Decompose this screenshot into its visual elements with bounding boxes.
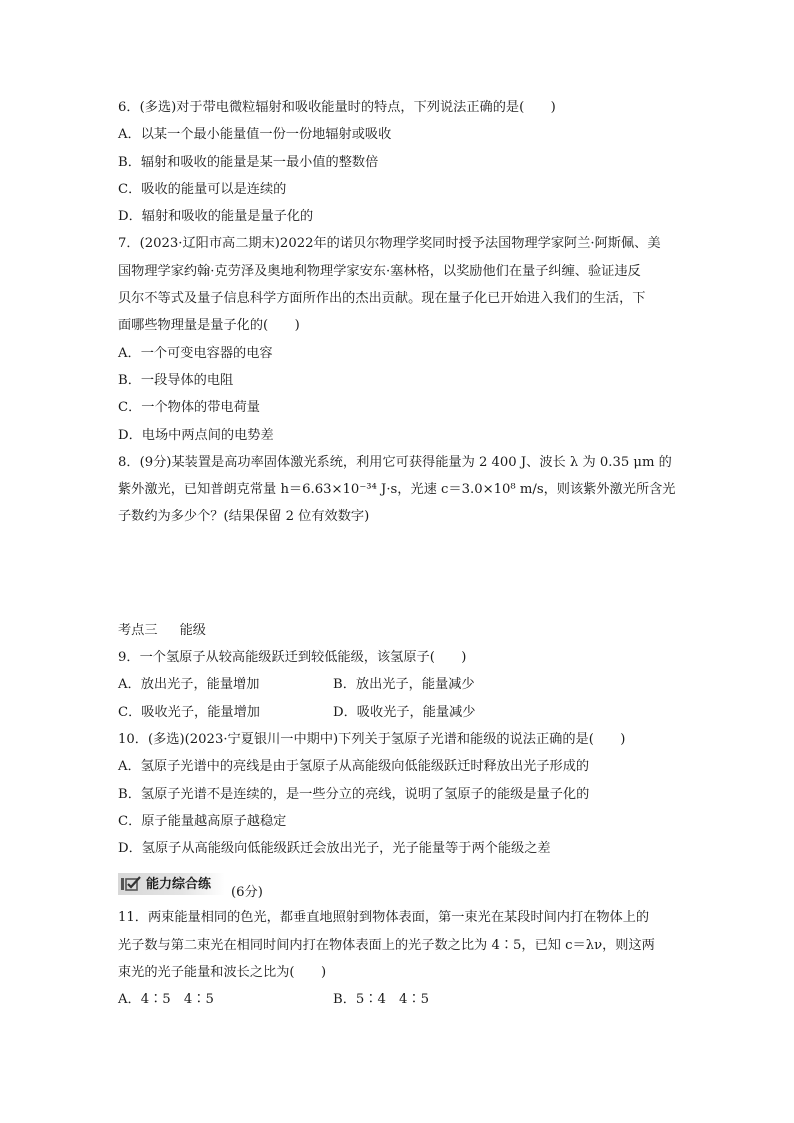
q9-options-row — [118, 699, 678, 726]
q7-option-c: C．一个物体的带电荷量 — [118, 400, 260, 416]
question-7-stem-line: 贝尔不等式及量子信息科学方面所作出的杰出贡献。现在量子化已开始进入我们的生活，下 — [118, 291, 646, 307]
section-label: 考点三 — [118, 622, 158, 638]
q9-option-a: A．放出光子，能量增加 — [118, 677, 260, 693]
q6-option-b: B．辐射和吸收的能量是某一最小值的整数倍 — [118, 154, 379, 170]
question-7-stem-line: 7．(2023·辽阳市高二期末)2022年的诺贝尔物理学奖同时授予法国物理学家阿兰·阿斯佩、美 — [118, 236, 661, 252]
q11-option-a: A．4∶5 4∶5 — [118, 992, 214, 1008]
section-title: 能级 — [179, 622, 206, 638]
question-9-stem: 9．一个氢原子从较高能级跃迁到较低能级，该氢原子( ) — [118, 650, 467, 666]
answer-space — [118, 531, 678, 617]
q7-option-b: B．一段导体的电阻 — [118, 372, 234, 388]
q10-option-c: C．原子能量越高原子越稳定 — [118, 813, 287, 829]
q9-option-c: C．吸收光子，能量增加 — [118, 704, 260, 720]
q10-option-d: D．氢原子从高能级向低能级跃迁会放出光子，光子能量等于两个能级之差 — [118, 841, 551, 857]
section-heading — [118, 617, 678, 644]
question-8-stem-line: 紫外激光，已知普朗克常量 h＝6.63×10⁻³⁴ J·s，光速 c＝3.0×10⁸ m/s，则该紫外激光所含光 — [118, 482, 676, 498]
question-9 — [118, 644, 678, 726]
banner-title: 能力综合练 — [146, 876, 212, 892]
question-6 — [118, 94, 678, 230]
q9-option-d: D．吸收光子，能量减少 — [333, 704, 476, 720]
question-7 — [118, 230, 678, 448]
question-8 — [118, 449, 678, 531]
question-8-stem-line: 子数约为多少个？(结果保留 2 位有效数字) — [118, 509, 370, 525]
practice-banner — [118, 873, 225, 895]
question-11-stem-line: 11．两束能量相同的色光，都垂直地照射到物体表面，第一束光在某段时间内打在物体上的 — [118, 910, 650, 926]
q9-options-row — [118, 671, 678, 698]
q7-option-d: D．电场中两点间的电势差 — [118, 427, 274, 443]
question-11 — [118, 904, 678, 1013]
q6-option-d: D．辐射和吸收的能量是量子化的 — [118, 209, 314, 225]
question-7-stem-line: 国物理学家约翰·克劳泽及奥地利物理学家安东·塞林格，以奖励他们在量子纠缠、验证违反 — [118, 263, 641, 279]
banner-score: (6分) — [231, 884, 263, 900]
question-6-stem: 6．(多选)对于带电微粒辐射和吸收能量时的特点，下列说法正确的是( ) — [118, 100, 556, 115]
question-8-stem-line: 8．(9分)某装置是高功率固体激光系统，利用它可获得能量为 2 400 J、波长 λ 为 0.35 μm 的 — [118, 454, 672, 470]
worksheet-page — [118, 94, 678, 1014]
practice-banner-row — [118, 864, 678, 904]
q10-option-a: A．氢原子光谱中的亮线是由于氢原子从高能级向低能级跃迁时释放出光子形成的 — [118, 759, 590, 775]
question-10-stem: 10．(多选)(2023·宁夏银川一中期中)下列关于氢原子光谱和能级的说法正确的是( ) — [118, 731, 626, 747]
q11-option-b: B．5∶4 4∶5 — [333, 992, 430, 1008]
question-11-stem-line: 光子数与第二束光在相同时间内打在物体表面上的光子数之比为 4∶5，已知 c＝λν，则这两 — [118, 937, 655, 953]
q6-option-a: A．以某一个最小能量值一份一份地辐射或吸收 — [118, 127, 392, 143]
q9-option-b: B．放出光子，能量减少 — [333, 677, 475, 693]
q10-option-b: B．氢原子光谱不是连续的，是一些分立的亮线，说明了氢原子的能级是量子化的 — [118, 786, 590, 802]
q6-option-c: C．吸收的能量可以是连续的 — [118, 181, 287, 197]
question-11-stem-line: 束光的光子能量和波长之比为( ) — [118, 965, 327, 981]
q11-options-row — [118, 986, 678, 1013]
q7-option-a: A．一个可变电容器的电容 — [118, 345, 273, 361]
checkmark-icon — [120, 876, 142, 892]
question-10 — [118, 726, 678, 862]
question-7-stem-line: 面哪些物理量是量子化的( ) — [118, 318, 300, 334]
